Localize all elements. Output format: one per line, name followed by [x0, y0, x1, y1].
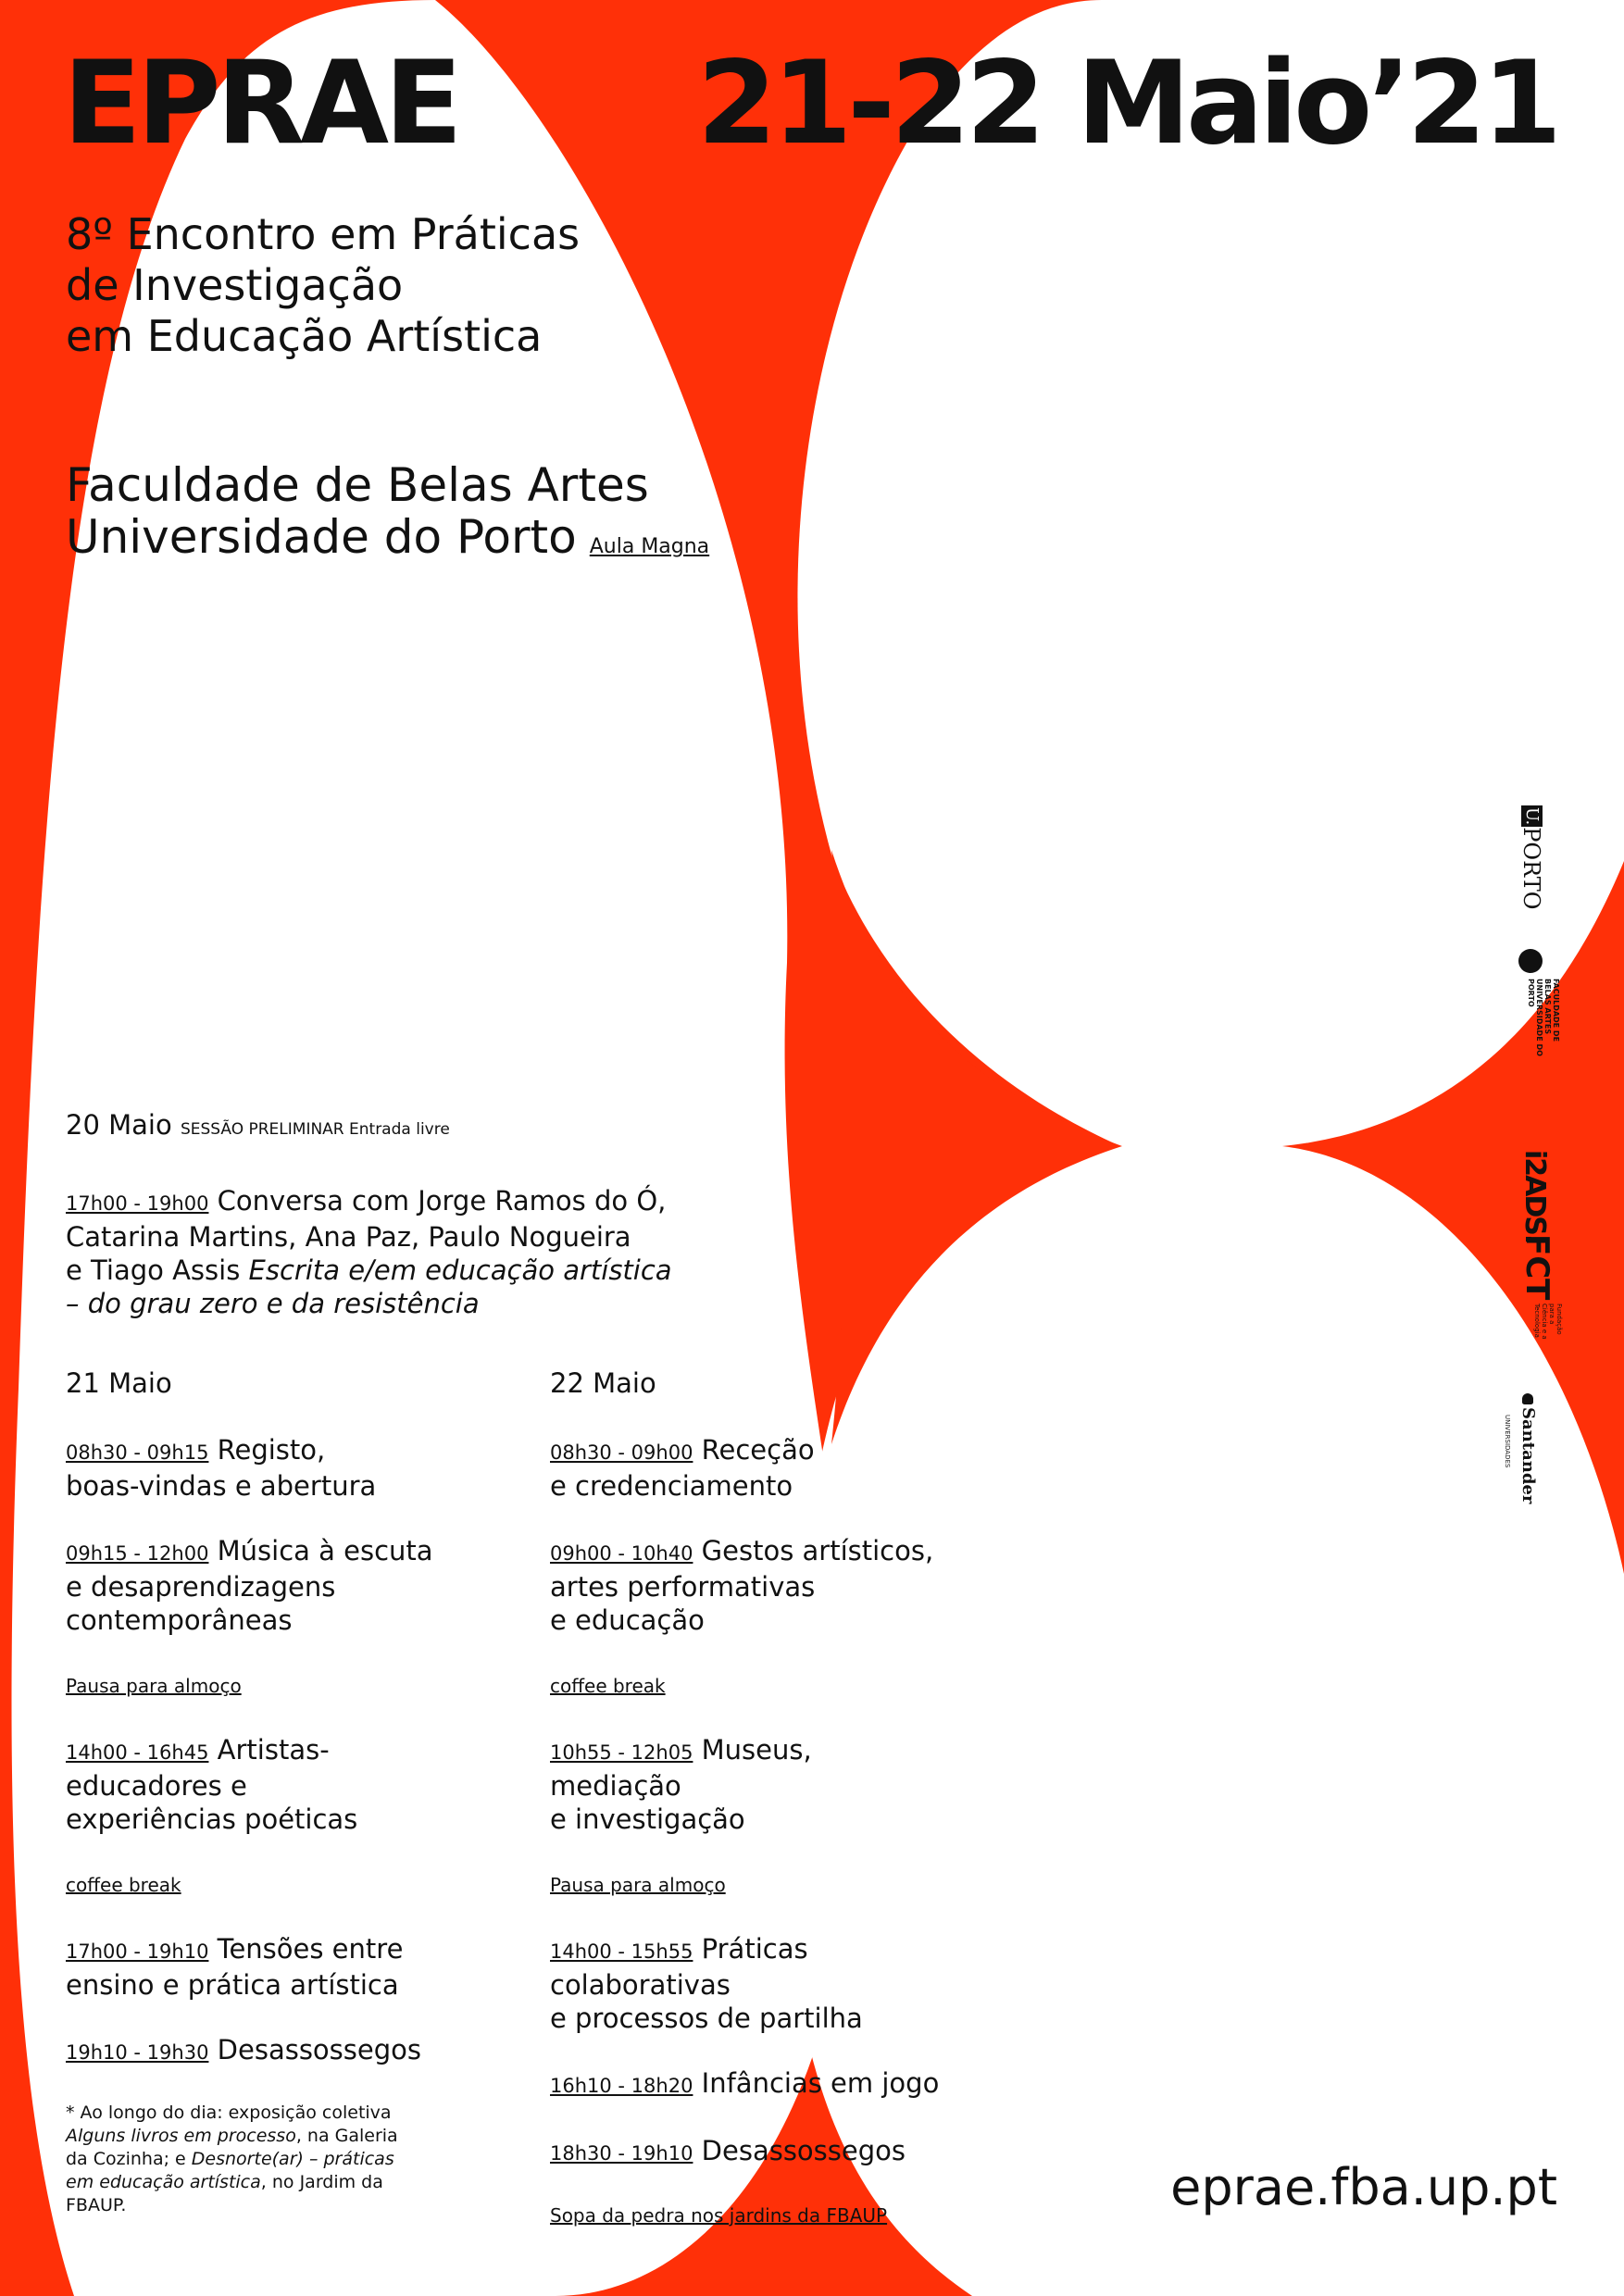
preliminary-label: SESSÃO PRELIMINAR Entrada livre — [180, 1120, 450, 1139]
santander-text: Santander — [1518, 1407, 1538, 1504]
note-exhibition-title: em educação artística — [66, 2172, 261, 2192]
session-title: e desaprendizagens — [66, 1571, 336, 1603]
note-line: FBAUP. — [66, 2195, 127, 2215]
uporto-text: PORTO — [1518, 827, 1544, 910]
session-title: colaborativas — [550, 1969, 731, 2001]
session-title: e credenciamento — [550, 1470, 793, 1502]
note-exhibition-title: Desnorte(ar) – práticas — [191, 2149, 394, 2169]
session-time: 18h30 - 19h10 — [550, 2142, 693, 2165]
session-title: artes performativas — [550, 1571, 816, 1603]
session-title: Museus, — [701, 1734, 812, 1766]
day2-break-2: Pausa para almoço — [550, 1874, 726, 1896]
event-subtitle — [66, 209, 580, 362]
day2-session-3 — [550, 1733, 939, 1836]
session-title: ensino e prática artística — [66, 1969, 399, 2001]
exhibition-note — [66, 2102, 398, 2217]
event-acronym: EPRAE — [63, 37, 458, 170]
day2-session-1 — [550, 1433, 939, 1503]
session-title: e Tiago Assis — [66, 1254, 249, 1286]
day1-break-2: coffee break — [66, 1874, 181, 1896]
day1-session-1 — [66, 1433, 433, 1503]
session-title: contemporâneas — [66, 1604, 293, 1636]
day2-session-2 — [550, 1534, 939, 1637]
event-dates: 21-22 Maio’21 — [696, 37, 1557, 170]
day2-session-4 — [550, 1932, 939, 2035]
day1-session-3 — [66, 1733, 433, 1836]
subtitle-line: 8º Encontro em Práticas — [66, 209, 581, 259]
session-title: Desassossegos — [701, 2135, 906, 2166]
subtitle-line: de Investigação — [66, 260, 404, 310]
fbaup-logo — [1518, 949, 1560, 1067]
session-title: e processos de partilha — [550, 2003, 863, 2034]
session-title: Gestos artísticos, — [701, 1535, 934, 1566]
session-title: Registo, — [217, 1434, 326, 1466]
website-link[interactable]: eprae.fba.up.pt — [1170, 2158, 1557, 2216]
session-topic: Escrita e/em educação artística — [248, 1254, 672, 1286]
note-line: , na Galeria — [295, 2126, 398, 2146]
session-title: Artistas- — [217, 1734, 330, 1766]
session-time: 17h00 - 19h00 — [66, 1192, 209, 1215]
day2-footer-note: Sopa da pedra nos jardins da FBAUP — [550, 2204, 888, 2227]
preliminary-day: 20 Maio — [66, 1109, 172, 1141]
session-time: 17h00 - 19h10 — [66, 1940, 209, 1963]
preliminary-session — [66, 1108, 672, 1320]
day2-session-5 — [550, 2066, 939, 2103]
session-time: 10h55 - 12h05 — [550, 1741, 693, 1764]
fct-subtext: Fundação para a Ciência e a Tecnologia — [1533, 1304, 1563, 1341]
session-title: Receção — [701, 1434, 815, 1466]
fct-text: FCT — [1518, 1234, 1555, 1301]
session-title: Desassossegos — [217, 2034, 421, 2065]
session-time: 09h15 - 12h00 — [66, 1542, 209, 1565]
venue-university — [66, 511, 709, 573]
day1-session-2 — [66, 1534, 433, 1637]
venue-faculty: Faculdade de Belas Artes — [66, 458, 649, 512]
venue — [66, 459, 709, 573]
note-line: , no Jardim da — [260, 2172, 383, 2192]
upper-right-lobe — [797, 0, 1624, 1146]
session-title: boas-vindas e abertura — [66, 1470, 377, 1502]
uporto-logo — [1518, 805, 1544, 909]
session-time: 16h10 - 18h20 — [550, 2075, 693, 2097]
session-title: Conversa com Jorge Ramos do Ó, — [217, 1185, 667, 1217]
session-time: 14h00 - 15h55 — [550, 1940, 693, 1963]
note-line: * Ao longo do dia: exposição coletiva — [66, 2103, 392, 2123]
note-line: da Cozinha; e — [66, 2149, 192, 2169]
day2-session-6 — [550, 2134, 939, 2170]
day1-schedule — [66, 1366, 433, 2069]
venue-room: Aula Magna — [589, 535, 710, 558]
day1-session-4 — [66, 1932, 433, 2002]
session-time: 08h30 - 09h00 — [550, 1441, 693, 1464]
session-topic: – do grau zero e da resistência — [66, 1288, 480, 1319]
session-title: e investigação — [550, 1803, 745, 1835]
session-time: 14h00 - 16h45 — [66, 1741, 209, 1764]
session-title: Infâncias em jogo — [701, 2067, 940, 2099]
session-time: 09h00 - 10h40 — [550, 1542, 693, 1565]
session-title: experiências poéticas — [66, 1803, 358, 1835]
session-title: mediação — [550, 1770, 681, 1802]
day1-break-1: Pausa para almoço — [66, 1675, 242, 1697]
fbaup-mark-icon — [1518, 949, 1543, 973]
santander-subtext: UNIVERSIDADES — [1504, 1415, 1511, 1468]
fbaup-text: FACULDADE DE BELAS ARTES UNIVERSIDADE DO PORTO — [1527, 979, 1560, 1056]
session-title: educadores e — [66, 1770, 247, 1802]
session-title: Catarina Martins, Ana Paz, Paulo Nogueira — [66, 1221, 631, 1253]
day2-break-1: coffee break — [550, 1675, 666, 1697]
venue-university-name: Universidade do Porto — [66, 510, 577, 564]
uporto-mark: U. — [1522, 807, 1542, 826]
session-title: Música à escuta — [217, 1535, 433, 1566]
fct-logo — [1518, 1234, 1563, 1344]
i2ads-logo: i2ADS. — [1518, 1150, 1551, 1243]
day2-schedule — [550, 1366, 939, 2227]
day1-session-5 — [66, 2033, 433, 2069]
santander-flame-icon — [1522, 1393, 1533, 1404]
santander-logo — [1518, 1393, 1538, 1504]
day2-title: 22 Maio — [550, 1367, 656, 1399]
session-title: e educação — [550, 1604, 705, 1636]
note-exhibition-title: Alguns livros em processo — [66, 2126, 296, 2146]
session-time: 08h30 - 09h15 — [66, 1441, 209, 1464]
subtitle-line: em Educação Artística — [66, 311, 543, 361]
day1-title: 21 Maio — [66, 1367, 172, 1399]
session-title: Práticas — [701, 1933, 808, 1965]
session-title: Tensões entre — [217, 1933, 404, 1965]
session-time: 19h10 - 19h30 — [66, 2041, 209, 2064]
